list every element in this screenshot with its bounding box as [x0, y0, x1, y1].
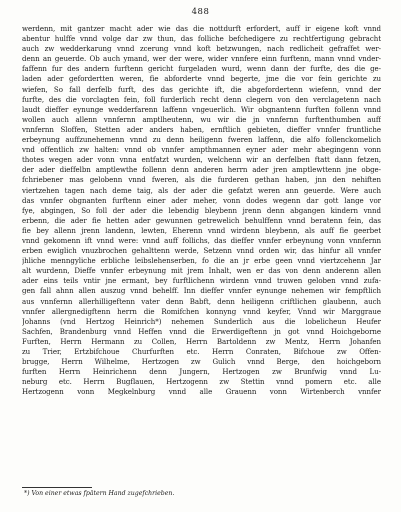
text-line: erben ewiglich vnuzbrochen gehalttenn werde, Setzenn vnnd orden wir, das hinfur all vnnfer: [22, 246, 381, 256]
text-line: laudt dieffer eynunge wedderfarenn laffenn vngeuerlich. Wir obgnantenn furften follenn vnnd: [22, 104, 381, 114]
text-line: aus vnnfernn allerhilligeftenn vater denn Babft, denn heiligenn criftlichen glaubenn, auch: [22, 296, 381, 306]
text-line: thotes wegen ader vonn vnna entfatzt wurden, welchenn wir an derfelben ftatt dann fetzen,: [22, 155, 381, 165]
text-line: Furften, Herrn Hermann zu Collen, Herrn Bartoldenn zw Mentz, Herrn Johanfen: [22, 336, 381, 346]
text-line: vnnfer allergnedigftenn herrn die Romifchen konnyng vnnd keyfer, Vnnd wir Marggraue: [22, 306, 381, 316]
text-line: denn an geuerde. Ob auch ymand, wer der were, wider vnnfere einn furftenn, mann vnnd vnder-: [22, 54, 381, 64]
text-line: gen fall ahnn allen auszug vnnd behelff. Inn dieffer vnnfer eynunge nehemen wir fempftlich: [22, 286, 381, 296]
text-line: fye, abgingen, So foll der ader die lebendig bleybenn jrenn denn abgangen kindern vnnd: [22, 205, 381, 215]
text-line: jhliche menngyliche erbliche leibslehenserben, fo die an jr erbe geen vnnd viertzcehenn Jar: [22, 256, 381, 266]
text-line: brugge, Herrn Wilhelme, Hertzogen zw Gulich vnnd Berge, den hoichgeborn: [22, 357, 381, 367]
text-line: erbeynung auffzunehemenn vnnd zu denn heiligenn fweren laffenn, die alfo follenckomelich: [22, 135, 381, 145]
body-text: [22, 24, 381, 397]
text-line: viertzehen tagen nach deme taig, als der ader die gefatzt weren ann geuerde. Were auch: [22, 185, 381, 195]
text-line: erbenn, die ader fie hetten ader gewunnen getrewelich behulffenn vnnd beratenn fein, das: [22, 215, 381, 225]
text-line: Hertzogenn vonn Megkelnburg vnnd alle Grauenn vonn Wirtenberch vnnfer: [22, 387, 381, 397]
text-line: furfte, des die vorclagten fein, foll furderlich recht denn clegern von den verclagetenn nach: [22, 94, 381, 104]
text-line: wiefen, So fall derfelb furft, des das gerichte ift, die abgefordertenn wiefenn, vnnd der: [22, 84, 381, 94]
text-line: vnnfernn Sloffen, Stetten ader anders haben, ernftlich gebieten, dieffer vnnfer fruntliche: [22, 124, 381, 134]
text-line: alt wurdenn, Dieffe vnnfer erbeynung mit jrem Inhalt, wen er das von denn anderenn allen: [22, 266, 381, 276]
footnote-divider: [22, 487, 92, 488]
text-line: Johanns (vnd Hertzog Heinrich*) nehemen Sunderlich aus die lobelicheun Heufer: [22, 316, 381, 326]
text-line: vnd offentlich zw halten: vnnd ob vnnfer ampthmannen eyner ader mehr abegingenn vonn: [22, 145, 381, 155]
text-line: wollen auch allenn vnnfernn amptlheutenn, wu wir die jn vnnfernn furftenthumben auff: [22, 114, 381, 124]
text-line: Sachfen, Brandenburg vnnd Heffen vnnd die Erwerdigeftenn jn got vnnd Hoichgeborne: [22, 326, 381, 336]
text-line: furften Herrn Heinrichenn denn Jungern, Hertzogen zw Brunfwig vnnd Lu-: [22, 367, 381, 377]
text-line: fchriebener mas gelobenn vnnd fweren, als die furderen gethan haben, jnn den nehiften: [22, 175, 381, 185]
text-line: zu Trier, Ertzbifchoue Churfurften etc. Herrn Conraten, Bifchoue zw Offen-: [22, 347, 381, 356]
text-line: der ader dieffelbn amptlewthe follenn denn anderen herrn ader jren amptlewttenn jne obge-: [22, 165, 381, 175]
text-line: vnnd gekomenn ift vnnd were: vnnd auff follichs, das dieffer vnnfer erbeynung vonn vnnfernn: [22, 235, 381, 245]
text-line: faffenn fur des andern furftenn gericht furgeladen wurd, wenn dann der furfte, des die ge-: [22, 64, 381, 74]
text-line: auch zw wedderkarung vnnd zcerung vnnd koft betzwungen, nach redlicheit gefraffet wer-: [22, 44, 381, 54]
text-line: abentur hulffe vnnd volge dar zw thun, das folliche befchedigere zu rechtfertigung gebracht: [22, 34, 381, 44]
text-line: laden ader gefordertten weren, fie abforderte vnnd begerte, jme die vor fein gerichte zu: [22, 74, 381, 84]
footnote: *) Von einer etwas fpätern Hand zugefchrieben.: [24, 490, 175, 497]
text-line: werdenn, mit gantzer macht ader wie das die nottdurft erfordert, auff ir eigene koft vnnd: [22, 24, 381, 33]
page-number: 488: [191, 7, 210, 17]
text-line: das vnnfer obgnanten furftenn einer ader meher, vonn dodes wegenn dar gott lange vor: [22, 195, 381, 205]
text-line: ader eins teils vntir jne ermant, bey furftlichenn wirdenn vnnd truwen geloben vnnd zufa-: [22, 276, 381, 286]
text-line: neburg etc. Herrn Bugflauen, Hertzogenn zw Stettin vnnd pomern etc. alle: [22, 377, 381, 387]
text-line: fie bey allenn jrenn landenn, lewten, Eherenn vnnd wirdenn bleybenn, als auff fie geerbet: [22, 225, 381, 235]
